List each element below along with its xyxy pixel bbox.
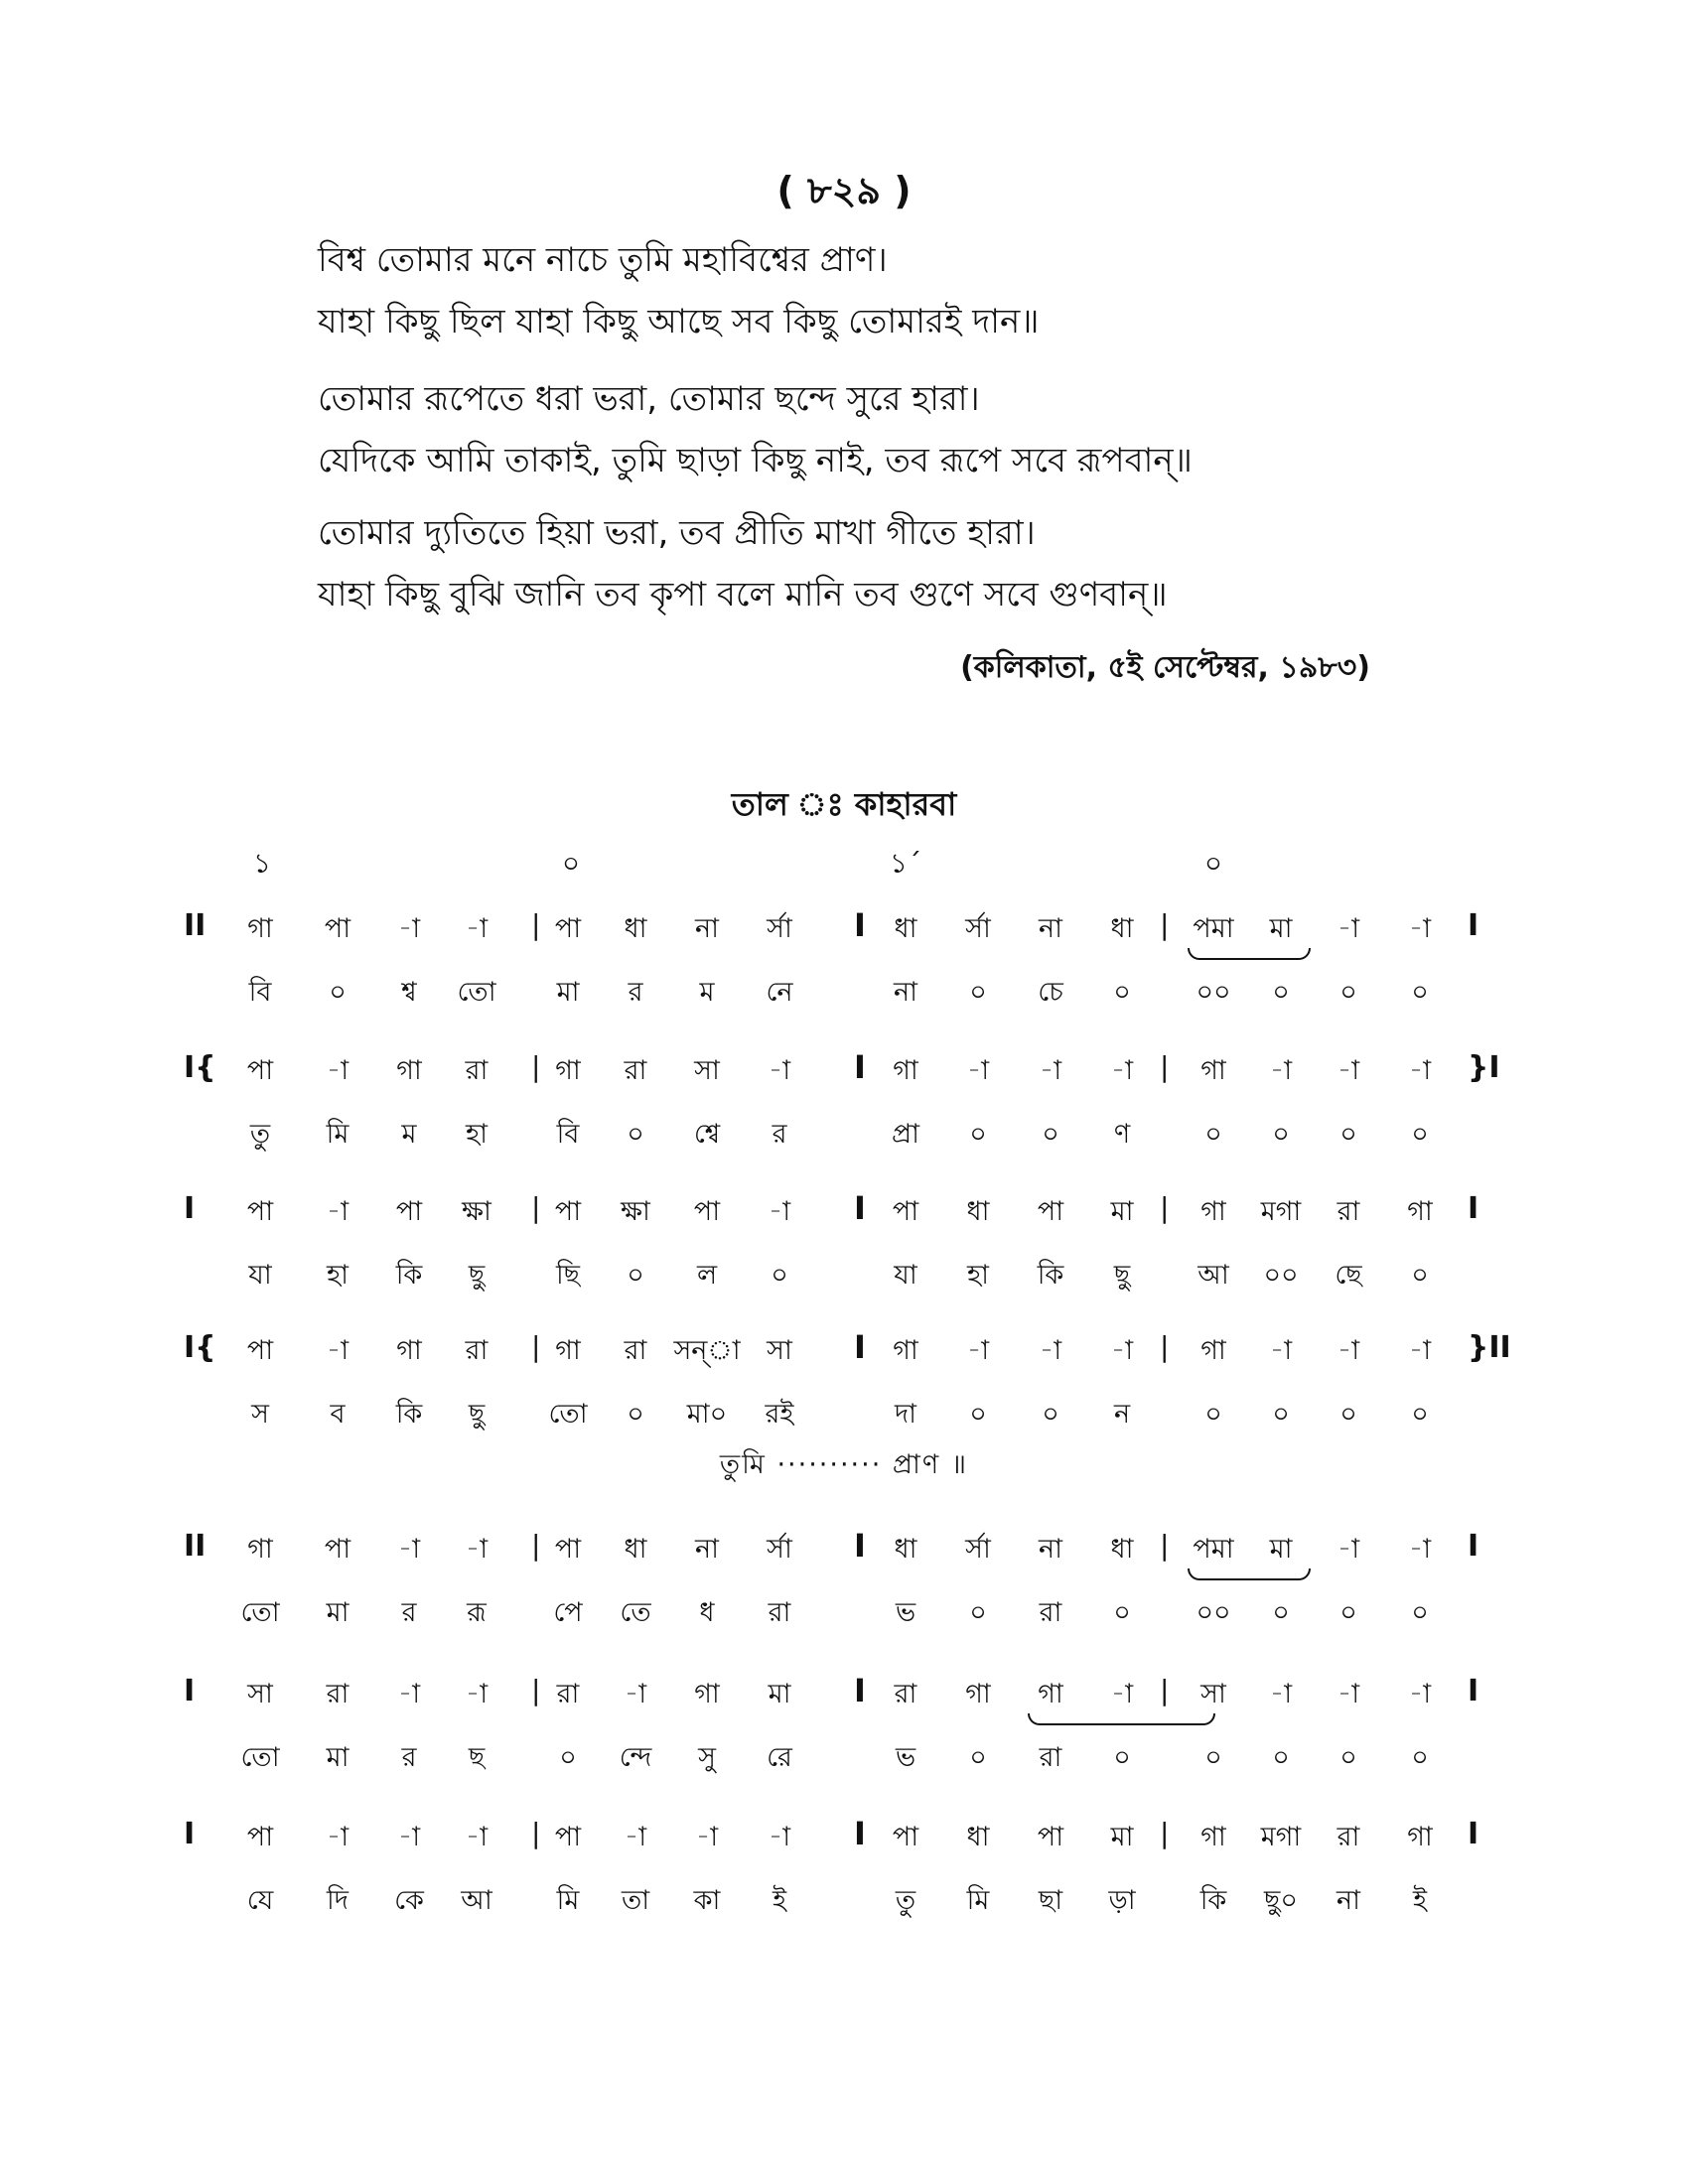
- swara-note: মগা: [1260, 1822, 1302, 1852]
- swara-note: -া: [465, 913, 489, 944]
- lyric-syllable: ০: [1204, 1742, 1222, 1773]
- lyric-syllable: ম: [699, 977, 715, 1008]
- avartan-divider: I: [854, 1815, 866, 1852]
- swara-note: না: [1039, 1534, 1062, 1565]
- swara-note: গা: [694, 1679, 720, 1709]
- lyric-syllable: তু: [895, 1885, 916, 1916]
- lyric-line-3: তোমার রূপেতে ধরা ভরা, তোমার ছন্দে সুরে হারা।: [318, 379, 980, 419]
- swara-note: র্সা: [965, 1534, 991, 1565]
- swara-note: -া: [326, 1335, 350, 1366]
- swara-note: পমা: [1193, 913, 1234, 944]
- composition-note: (কলিকাতা, ৫ই সেপ্টেম্বর, ১৯৮৩): [960, 650, 1370, 685]
- vibhag-divider: |: [531, 1529, 541, 1562]
- start-barline: I: [184, 1817, 196, 1851]
- lyric-syllable-row: [0, 972, 1688, 1016]
- lyric-syllable: কা: [693, 1885, 721, 1916]
- swara-row: [0, 1191, 1688, 1235]
- swara-note: -া: [695, 1822, 719, 1852]
- swara-note: ধা: [1110, 1534, 1134, 1565]
- swara-note: -া: [1336, 913, 1360, 944]
- swara-note: -া: [397, 1822, 421, 1852]
- lyric-syllable: হা: [465, 1119, 489, 1150]
- swara-note: ধা: [894, 1534, 917, 1565]
- lyric-line-1: বিশ্ব তোমার মনে নাচে তুমি মহাবিশ্বের প্রাণ।: [318, 240, 888, 280]
- swara-note: -া: [1110, 1335, 1134, 1366]
- swara-note: -া: [1336, 1335, 1360, 1366]
- beat-markers: [0, 842, 1688, 882]
- lyric-syllable: মি: [326, 1119, 350, 1150]
- swara-note: না: [1039, 913, 1062, 944]
- avartan-divider: I: [854, 1672, 866, 1709]
- swara-note: -া: [397, 913, 421, 944]
- end-barline: I: [1468, 1529, 1479, 1564]
- vibhag-divider: |: [1160, 1050, 1170, 1083]
- lyric-syllable: ন্দে: [619, 1742, 652, 1773]
- swara-note: গা: [1407, 1196, 1433, 1227]
- swara-note: সা: [247, 1679, 273, 1709]
- swara-note: রা: [465, 1335, 489, 1366]
- lyric-syllable-row: [0, 1114, 1688, 1158]
- notation-stanza: [0, 1674, 1688, 1783]
- lyric-syllable: ০: [1042, 1399, 1059, 1430]
- lyric-syllable: ০: [1339, 977, 1357, 1008]
- avartan-divider: I: [854, 1048, 866, 1086]
- lyric-syllable: ন: [1113, 1399, 1131, 1430]
- lyric-syllable: শ্ব: [401, 977, 417, 1008]
- lyric-syllable: ০: [1339, 1742, 1357, 1773]
- lyric-syllable: ০: [1204, 1119, 1222, 1150]
- lyric-syllable-row: [0, 1880, 1688, 1924]
- lyric-syllable: ছা: [1038, 1885, 1063, 1916]
- swara-note: -া: [326, 1196, 350, 1227]
- lyric-syllable: ০: [969, 977, 987, 1008]
- lyric-syllable: মা: [326, 1742, 350, 1773]
- swara-note: -া: [1408, 1055, 1432, 1086]
- lyric-syllable: ০: [969, 1399, 987, 1430]
- lyric-syllable: পে: [553, 1597, 583, 1628]
- lyric-syllable: র: [401, 1597, 417, 1628]
- lyric-syllable: ০: [1113, 1742, 1131, 1773]
- lyric-syllable: তা: [621, 1885, 650, 1916]
- lyric-syllable: হা: [966, 1260, 990, 1291]
- vibhag-divider: |: [1160, 1817, 1170, 1849]
- lyric-syllable: ০: [1339, 1597, 1357, 1628]
- lyric-syllable: যা: [248, 1260, 272, 1291]
- lyric-syllable: দি: [327, 1885, 349, 1916]
- swara-note: পা: [554, 1196, 582, 1227]
- swara-note: র্সা: [767, 913, 792, 944]
- beat-marker-4: ০: [1203, 847, 1223, 880]
- swara-note: রা: [894, 1679, 917, 1709]
- lyric-syllable: ছু০: [1264, 1885, 1298, 1916]
- notation-stanza: [0, 1529, 1688, 1638]
- lyric-syllable: প্রা: [892, 1119, 919, 1150]
- swara-note: পা: [246, 1196, 274, 1227]
- swara-note: পা: [554, 1534, 582, 1565]
- notation-stanza: [0, 1191, 1688, 1300]
- swara-note: ধা: [966, 1196, 990, 1227]
- swara-note: -া: [768, 1822, 791, 1852]
- lyric-syllable: তে: [620, 1597, 651, 1628]
- lyric-syllable: ই: [1412, 1885, 1428, 1916]
- start-barline: II: [184, 1529, 207, 1564]
- lyric-syllable: ভ: [895, 1742, 916, 1773]
- swara-note: -া: [326, 1055, 350, 1086]
- swara-note: -া: [1408, 1679, 1432, 1709]
- lyric-syllable: ০০: [1196, 977, 1231, 1008]
- swara-note: পা: [554, 1822, 582, 1852]
- lyric-syllable: ০: [627, 1260, 644, 1291]
- lyric-syllable: ছু: [1113, 1260, 1131, 1291]
- lyric-syllable: তু: [249, 1119, 271, 1150]
- swara-note: -া: [465, 1822, 489, 1852]
- notation-stanza: [0, 908, 1688, 1018]
- swara-note: -া: [1408, 1335, 1432, 1366]
- lyric-syllable: মি: [556, 1885, 580, 1916]
- swara-note: গা: [555, 1335, 581, 1366]
- lyric-syllable: র: [401, 1742, 417, 1773]
- vibhag-divider: |: [1160, 1330, 1170, 1363]
- slur-arc: [1028, 1713, 1215, 1725]
- notation-stanza: [0, 1817, 1688, 1926]
- swara-note: গা: [1200, 1335, 1226, 1366]
- beat-marker-3: ১´: [889, 847, 922, 880]
- swara-note: -া: [397, 1534, 421, 1565]
- swara-note: পা: [892, 1196, 919, 1227]
- lyric-syllable: ০: [1113, 1597, 1131, 1628]
- swara-note: পা: [693, 1196, 721, 1227]
- lyric-syllable: ০: [1339, 1119, 1357, 1150]
- lyric-syllable: ভ: [895, 1597, 916, 1628]
- lyric-line-4: যেদিকে আমি তাকাই, তুমি ছাড়া কিছু নাই, তব রূপে সবে রূপবান্॥: [318, 441, 1193, 480]
- lyric-syllable: ব: [330, 1399, 346, 1430]
- swara-note: রা: [1336, 1822, 1360, 1852]
- lyric-syllable: ০: [969, 1119, 987, 1150]
- lyric-syllable: যা: [894, 1260, 917, 1291]
- swara-note: র্সা: [767, 1534, 792, 1565]
- swara-note: পা: [1037, 1822, 1064, 1852]
- lyric-syllable: ০: [1272, 1119, 1290, 1150]
- lyric-syllable: কি: [395, 1399, 423, 1430]
- lyric-syllable: রা: [1039, 1742, 1062, 1773]
- avartan-divider: I: [854, 1189, 866, 1227]
- lyric-syllable: ০: [1411, 1260, 1429, 1291]
- beat-marker-1: ১: [252, 847, 272, 880]
- vibhag-divider: |: [531, 1817, 541, 1849]
- avartan-divider: I: [854, 1328, 866, 1366]
- lyric-syllable: ০: [771, 1260, 788, 1291]
- vibhag-divider: |: [1160, 1674, 1170, 1706]
- lyric-syllable: ০: [1272, 1399, 1290, 1430]
- swara-note: পা: [395, 1196, 423, 1227]
- swara-row: [0, 1674, 1688, 1717]
- swara-note: না: [695, 1534, 719, 1565]
- swara-note: -া: [1408, 1534, 1432, 1565]
- lyric-syllable: ই: [772, 1885, 787, 1916]
- swara-note: সা: [694, 1055, 720, 1086]
- swara-note: -া: [465, 1534, 489, 1565]
- lyric-syllable: ০: [969, 1742, 987, 1773]
- swara-note: -া: [768, 1196, 791, 1227]
- lyric-syllable: ছি: [555, 1260, 581, 1291]
- swara-note: গা: [555, 1055, 581, 1086]
- swara-note: -া: [966, 1055, 990, 1086]
- lyric-syllable: কি: [1037, 1260, 1064, 1291]
- lyric-syllable: ০: [329, 977, 347, 1008]
- lyric-syllable: হা: [326, 1260, 350, 1291]
- lyric-syllable: ধ: [699, 1597, 715, 1628]
- swara-row: [0, 1050, 1688, 1094]
- swara-note: -া: [1269, 1679, 1293, 1709]
- tala-heading: তাল ঃ কাহারবা: [731, 785, 957, 823]
- end-barline: I: [1468, 1674, 1479, 1708]
- lyric-syllable: ০০: [1263, 1260, 1299, 1291]
- lyric-syllable: নে: [766, 977, 793, 1008]
- lyric-line-6: যাহা কিছু বুঝি জানি তব কৃপা বলে মানি তব গুণে সবে গুণবান্॥: [318, 575, 1168, 614]
- lyric-syllable: চে: [1038, 977, 1063, 1008]
- lyric-syllable: ছু: [468, 1260, 486, 1291]
- swara-note: মা: [1110, 1822, 1134, 1852]
- vibhag-divider: |: [531, 1191, 541, 1224]
- swara-note: ধা: [624, 1534, 647, 1565]
- swara-note: পা: [554, 913, 582, 944]
- lyric-syllable: রে: [767, 1742, 792, 1773]
- lyric-syllable: যে: [246, 1885, 274, 1916]
- slur-arc: [1188, 1569, 1311, 1580]
- swara-note: -া: [966, 1335, 990, 1366]
- swara-note: সা: [1200, 1679, 1226, 1709]
- lyric-syllable: মি: [966, 1885, 990, 1916]
- swara-note: গা: [965, 1679, 991, 1709]
- vibhag-divider: |: [531, 1330, 541, 1363]
- swara-note: -া: [1269, 1055, 1293, 1086]
- lyric-syllable: তো: [240, 1597, 280, 1628]
- lyric-syllable: ০: [627, 1399, 644, 1430]
- swara-note: মা: [1269, 913, 1293, 944]
- lyric-syllable: ০: [1042, 1119, 1059, 1150]
- swara-note: মা: [1269, 1534, 1293, 1565]
- lyric-syllable: কে: [394, 1885, 424, 1916]
- vibhag-divider: |: [531, 1050, 541, 1083]
- notation-stanza: [0, 1330, 1688, 1439]
- end-barline: }I: [1468, 1050, 1500, 1085]
- start-barline: I: [184, 1191, 196, 1226]
- lyric-syllable: ০: [1113, 977, 1131, 1008]
- lyric-syllable: ০: [559, 1742, 577, 1773]
- swara-note: -া: [1336, 1679, 1360, 1709]
- swara-note: ক্ষা: [621, 1196, 650, 1227]
- swara-note: ক্ষা: [462, 1196, 492, 1227]
- swara-note: -া: [624, 1679, 647, 1709]
- lyric-syllable: শ্বে: [693, 1119, 721, 1150]
- swara-note: পমা: [1193, 1534, 1234, 1565]
- swara-note: রা: [465, 1055, 489, 1086]
- lyric-syllable: ০: [1411, 1742, 1429, 1773]
- lyric-syllable: মা০: [686, 1399, 728, 1430]
- lyric-syllable: বি: [556, 1119, 580, 1150]
- interlude-line: তুমি ·········· প্রাণ ॥: [719, 1449, 969, 1480]
- swara-note: -া: [1408, 913, 1432, 944]
- end-barline: I: [1468, 908, 1479, 943]
- swara-note: -া: [1110, 1055, 1134, 1086]
- swara-note: পা: [246, 1335, 274, 1366]
- lyric-syllable: ণ: [1113, 1119, 1131, 1150]
- swara-row: [0, 908, 1688, 952]
- swara-note: রা: [1336, 1196, 1360, 1227]
- avartan-divider: I: [854, 1527, 866, 1565]
- swara-note: গা: [893, 1335, 918, 1366]
- slur-arc: [1188, 948, 1311, 960]
- lyric-syllable: ০: [1411, 977, 1429, 1008]
- notation-stanza: [0, 1050, 1688, 1160]
- swara-note: -া: [1336, 1534, 1360, 1565]
- lyric-syllable: ম: [401, 1119, 417, 1150]
- start-barline: II: [184, 908, 207, 943]
- lyric-syllable: ছ: [468, 1742, 486, 1773]
- end-barline: I: [1468, 1817, 1479, 1851]
- swara-note: র্সা: [965, 913, 991, 944]
- lyric-syllable: ০: [1272, 1597, 1290, 1628]
- lyric-line-5: তোমার দ্যুতিতে হিয়া ভরা, তব প্রীতি মাখা গীতে হারা।: [318, 513, 1036, 553]
- lyric-syllable: ড়া: [1108, 1885, 1136, 1916]
- lyric-syllable-row: [0, 1255, 1688, 1298]
- lyric-syllable: দা: [894, 1399, 917, 1430]
- lyric-syllable: ০০: [1196, 1597, 1231, 1628]
- swara-note: -া: [768, 1055, 791, 1086]
- lyric-syllable: ছু: [468, 1399, 486, 1430]
- swara-note: রা: [556, 1679, 580, 1709]
- swara-note: -া: [465, 1679, 489, 1709]
- lyric-syllable: ছে: [1335, 1260, 1362, 1291]
- swara-note: -া: [1039, 1055, 1062, 1086]
- vibhag-divider: |: [1160, 1191, 1170, 1224]
- lyric-syllable: আ: [461, 1885, 492, 1916]
- swara-note: পা: [324, 1534, 352, 1565]
- swara-note: গা: [1407, 1822, 1433, 1852]
- lyric-syllable: রা: [768, 1597, 791, 1628]
- lyric-syllable: ০: [1411, 1399, 1429, 1430]
- lyric-syllable: রূ: [467, 1597, 487, 1628]
- swara-note: -া: [1269, 1335, 1293, 1366]
- swara-note: গা: [247, 913, 273, 944]
- avartan-divider: I: [854, 906, 866, 944]
- lyric-syllable: স: [251, 1399, 269, 1430]
- swara-note: সন্া: [673, 1335, 741, 1366]
- swara-note: গা: [396, 1055, 422, 1086]
- lyric-syllable: ০: [1339, 1399, 1357, 1430]
- lyric-syllable: ০: [1411, 1597, 1429, 1628]
- lyric-syllable: ০: [1272, 977, 1290, 1008]
- swara-note: মা: [768, 1679, 791, 1709]
- swara-note: পা: [892, 1822, 919, 1852]
- lyric-syllable: তো: [457, 977, 496, 1008]
- end-barline: }II: [1468, 1330, 1511, 1365]
- lyric-syllable: না: [894, 977, 917, 1008]
- swara-note: -া: [326, 1822, 350, 1852]
- lyric-syllable: কি: [1199, 1885, 1227, 1916]
- lyric-syllable: ল: [696, 1260, 718, 1291]
- lyric-syllable-row: [0, 1737, 1688, 1781]
- swara-note: মা: [1110, 1196, 1134, 1227]
- lyric-syllable: রই: [765, 1399, 794, 1430]
- page-number: ( ৮২৯ ): [776, 169, 912, 212]
- lyric-syllable: ০: [969, 1597, 987, 1628]
- lyric-syllable: বি: [248, 977, 272, 1008]
- start-barline: I: [184, 1674, 196, 1708]
- lyric-syllable: আ: [1197, 1260, 1229, 1291]
- swara-note: গা: [396, 1335, 422, 1366]
- swara-note: গা: [893, 1055, 918, 1086]
- swara-note: গা: [1038, 1679, 1063, 1709]
- lyric-syllable: মা: [326, 1597, 350, 1628]
- lyric-syllable: রা: [1039, 1597, 1062, 1628]
- vibhag-divider: |: [531, 1674, 541, 1706]
- vibhag-divider: |: [1160, 908, 1170, 941]
- start-barline: I{: [184, 1330, 216, 1365]
- swara-note: রা: [326, 1679, 350, 1709]
- swara-note: পা: [1037, 1196, 1064, 1227]
- swara-note: ধা: [624, 913, 647, 944]
- lyric-syllable: ০: [627, 1119, 644, 1150]
- swara-note: পা: [246, 1822, 274, 1852]
- lyric-syllable: তো: [548, 1399, 588, 1430]
- swara-note: গা: [1200, 1055, 1226, 1086]
- lyric-syllable-row: [0, 1394, 1688, 1437]
- lyric-syllable-row: [0, 1592, 1688, 1636]
- lyric-syllable: তো: [240, 1742, 280, 1773]
- lyric-syllable: মা: [556, 977, 580, 1008]
- lyric-syllable: সু: [698, 1742, 716, 1773]
- lyric-syllable: র: [628, 977, 643, 1008]
- swara-note: ধা: [1110, 913, 1134, 944]
- vibhag-divider: |: [531, 908, 541, 941]
- swara-row: [0, 1529, 1688, 1572]
- beat-marker-2: ০: [561, 847, 581, 880]
- swara-note: -া: [397, 1679, 421, 1709]
- swara-note: গা: [1200, 1196, 1226, 1227]
- swara-note: ধা: [894, 913, 917, 944]
- swara-note: সা: [767, 1335, 792, 1366]
- swara-note: ধা: [966, 1822, 990, 1852]
- lyric-syllable: না: [1336, 1885, 1360, 1916]
- lyric-syllable: ০: [1272, 1742, 1290, 1773]
- lyric-syllable: র: [772, 1119, 787, 1150]
- lyric-syllable: ০: [1411, 1119, 1429, 1150]
- lyric-syllable: ০: [1204, 1399, 1222, 1430]
- swara-row: [0, 1330, 1688, 1374]
- swara-note: -া: [1336, 1055, 1360, 1086]
- swara-note: গা: [247, 1534, 273, 1565]
- swara-note: পা: [324, 913, 352, 944]
- swara-note: রা: [624, 1055, 647, 1086]
- lyric-syllable: কি: [395, 1260, 423, 1291]
- vibhag-divider: |: [1160, 1529, 1170, 1562]
- swara-note: পা: [246, 1055, 274, 1086]
- swara-note: -া: [624, 1822, 647, 1852]
- end-barline: I: [1468, 1191, 1479, 1226]
- swara-note: না: [695, 913, 719, 944]
- swara-note: রা: [624, 1335, 647, 1366]
- lyric-line-2: যাহা কিছু ছিল যাহা কিছু আছে সব কিছু তোমারই দান॥: [318, 302, 1040, 341]
- start-barline: I{: [184, 1050, 216, 1085]
- swara-row: [0, 1817, 1688, 1860]
- swara-note: -া: [1039, 1335, 1062, 1366]
- swara-note: -া: [1110, 1679, 1134, 1709]
- swara-note: মগা: [1260, 1196, 1302, 1227]
- swara-note: গা: [1200, 1822, 1226, 1852]
